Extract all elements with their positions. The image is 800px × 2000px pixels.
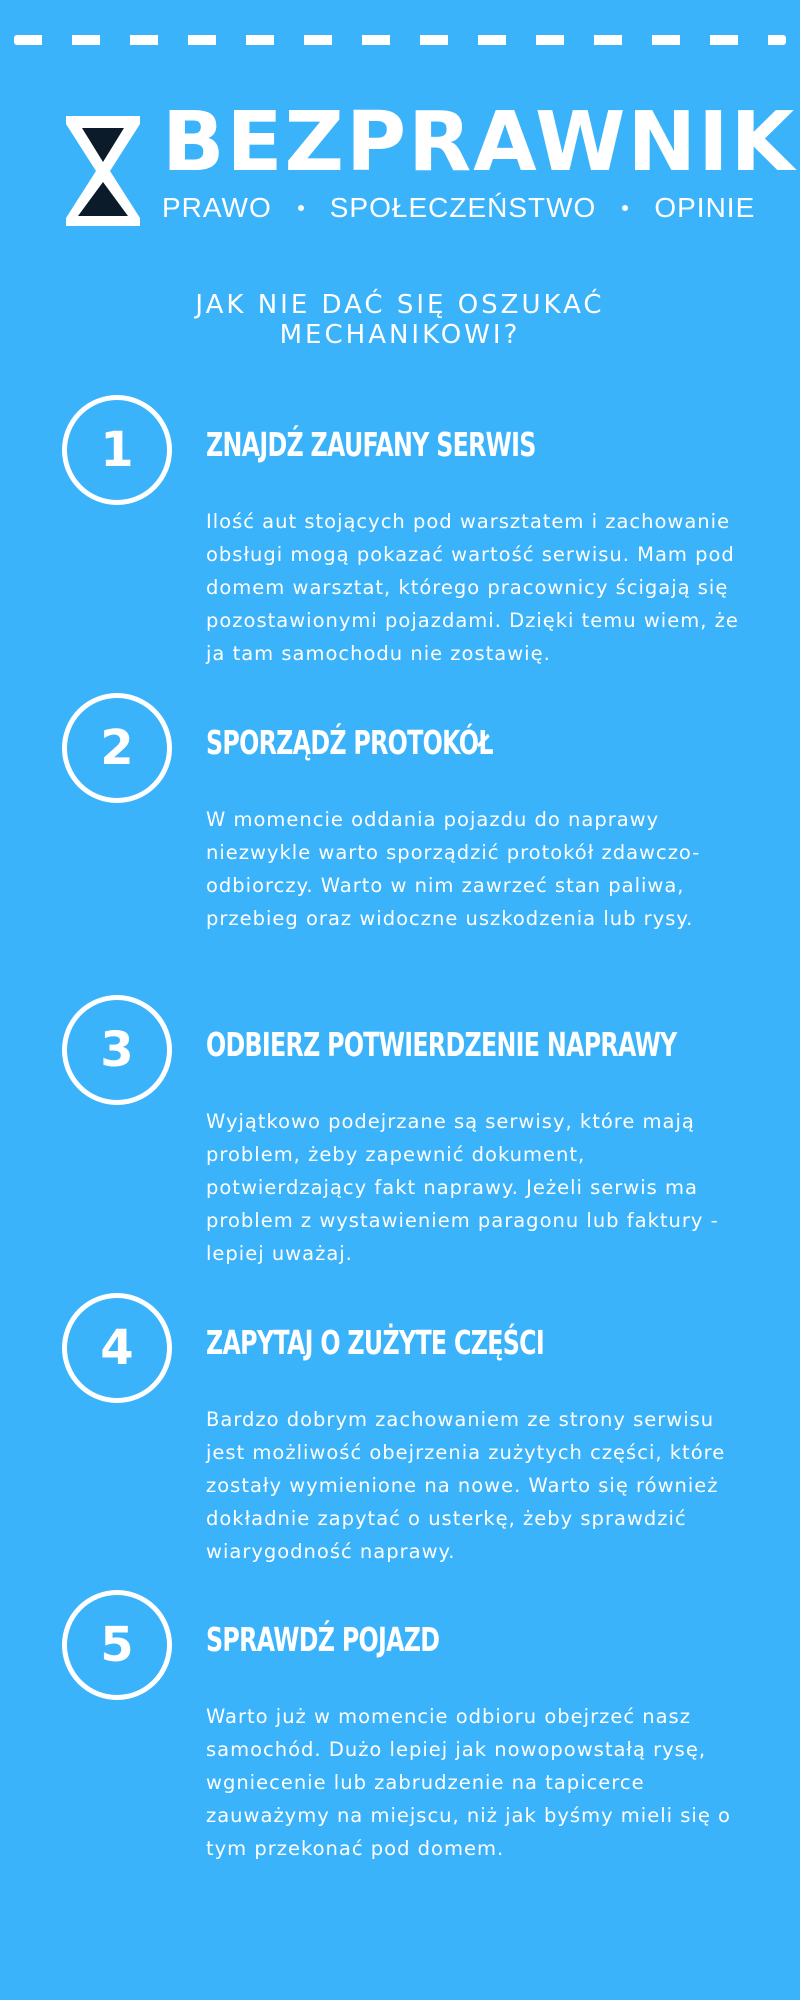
- step-number-badge: 2: [62, 693, 172, 803]
- page-heading: JAK NIE DAĆ SIĘ OSZUKAĆ MECHANIKOWI?: [195, 290, 605, 350]
- step-text: Wyjątkowo podejrzane są serwisy, które mają problem, żeby zapewnić dokument, potwierdzający fakt naprawy. Jeżeli serwis ma problem z wystawieniem paragonu lub faktury - lepiej uważaj.: [206, 1110, 719, 1265]
- tagline-opinie: OPINIE: [654, 192, 756, 223]
- step-title: ZNAJDŹ ZAUFANY SERWIS: [206, 425, 536, 464]
- step-number-badge: 4: [62, 1293, 172, 1403]
- dashed-border: [14, 35, 786, 45]
- hourglass-icon: [66, 116, 140, 226]
- step-number-badge: 5: [62, 1590, 172, 1700]
- step-number-badge: 3: [62, 995, 172, 1105]
- step-number-badge: 1: [62, 395, 172, 505]
- step-title: SPRAWDŹ POJAZD: [206, 1620, 440, 1659]
- tagline-separator: [298, 205, 304, 211]
- tagline-prawo: PRAWO: [162, 192, 272, 223]
- step-text: Bardzo dobrym zachowaniem ze strony serwisu jest możliwość obejrzenia zużytych części, które zostały wymienione na nowe. Warto się również dokładnie zapytać o usterkę, żeby sprawdzić wiarygodność naprawy.: [206, 1408, 726, 1563]
- step-title: SPORZĄDŹ PROTOKÓŁ: [206, 723, 493, 762]
- step-text: Ilość aut stojących pod warsztatem i zachowanie obsługi mogą pokazać wartość serwisu. Mam pod domem warsztat, którego pracownicy ścigają się pozostawionymi pojazdami. Dzięki temu wiem, że ja tam samochodu nie zostawię.: [206, 510, 739, 665]
- step-title: ZAPYTAJ O ZUŻYTE CZĘŚCI: [206, 1323, 544, 1362]
- tagline-spoleczenstwo: SPOŁECZEŃSTWO: [329, 192, 597, 223]
- step-text: Warto już w momencie odbioru obejrzeć nasz samochód. Dużo lepiej jak nowopowstałą rysę, wgniecenie lub zabrudzenie na tapicerce zauważymy na miejscu, niż jak byśmy mieli się o tym przekonać pod domem.: [206, 1705, 731, 1860]
- brand-tagline: [162, 192, 755, 224]
- step-title: ODBIERZ POTWIERDZENIE NAPRAWY: [206, 1025, 677, 1064]
- brand-logo: [66, 95, 797, 228]
- tagline-separator: [622, 205, 628, 211]
- step-text: W momencie oddania pojazdu do naprawy niezwykle warto sporządzić protokół zdawczo-odbiorczy. Warto w nim zawrzeć stan paliwa, przebieg oraz widoczne uszkodzenia lub rysy.: [206, 808, 701, 930]
- brand-name: BEZPRAWNIK: [162, 95, 797, 190]
